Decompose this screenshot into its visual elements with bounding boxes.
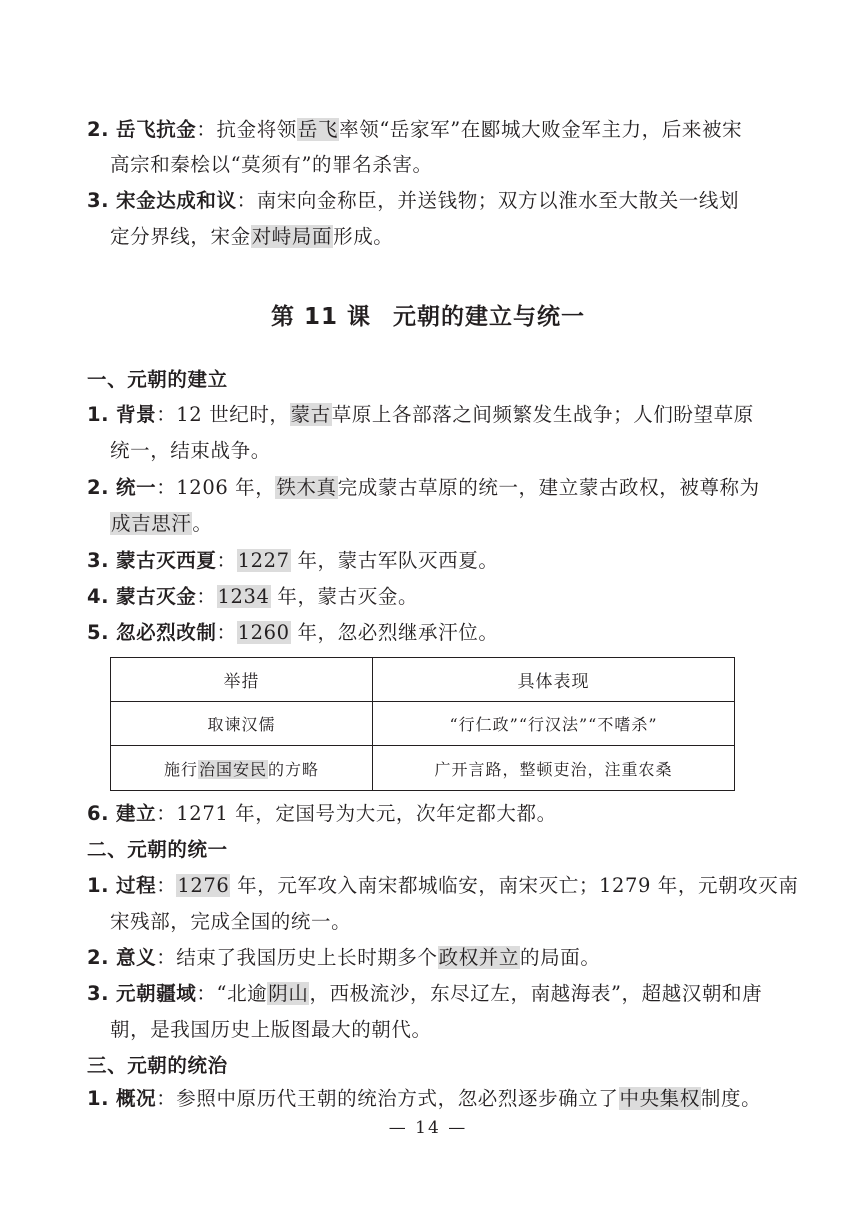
s1-item-6: 6. 建立：1271 年，定国号为大元，次年定都大都。: [87, 802, 557, 825]
table-cell: 施行治国安民的方略: [111, 746, 373, 791]
s1-item-3: 3. 蒙古灭西夏：1227 年，蒙古军队灭西夏。: [87, 549, 499, 572]
s3-item-1: 1. 概况：参照中原历代王朝的统治方式，忽必烈逐步确立了中央集权制度。: [87, 1087, 762, 1110]
item-key: 意义: [116, 946, 157, 969]
item-key: 概况: [116, 1087, 157, 1110]
highlight: 治国安民: [198, 759, 267, 779]
item-key: 蒙古灭西夏: [116, 549, 217, 572]
section-heading-3: 三、元朝的统治: [87, 1054, 228, 1077]
highlight: 1234: [217, 585, 270, 608]
lesson-name: 元朝的建立与统一: [393, 304, 586, 330]
table-row: [111, 746, 735, 791]
item-key: 宋金达成和议: [116, 189, 237, 212]
item-key: 建立: [116, 802, 157, 825]
highlight: 阴山: [268, 982, 309, 1005]
s1-item-1-cont: 统一，结束战争。: [110, 439, 271, 462]
highlight: 成吉思汗: [111, 512, 192, 535]
s1-item-5: 5. 忽必烈改制：1260 年，忽必烈继承汗位。: [87, 621, 499, 644]
highlight: 1276: [177, 874, 230, 897]
lesson-title: [0, 298, 856, 331]
s1-item-2-cont: 成吉思汗。: [111, 512, 213, 535]
table-cell: “行仁政”“行汉法”“不嗜杀”: [373, 702, 735, 746]
s2-item-3: 3. 元朝疆域：“北逾阴山，西极流沙，东尽辽左，南越海表”，超越汉朝和唐: [87, 982, 763, 1005]
item-key: 蒙古灭金: [116, 585, 197, 608]
table-row: [111, 702, 735, 746]
s1-item-4: 4. 蒙古灭金：1234 年，蒙古灭金。: [87, 585, 419, 608]
prev-item-3: 3. 宋金达成和议：南宋向金称臣，并送钱物；双方以淮水至大散关一线划: [87, 189, 740, 212]
reform-table: [110, 657, 735, 791]
s2-item-3-cont: 朝，是我国历史上版图最大的朝代。: [110, 1018, 432, 1041]
item-key: 元朝疆域: [116, 982, 197, 1005]
item-key: 背景: [116, 403, 157, 426]
item-key: 统一: [116, 476, 157, 499]
lesson-label: 第 11 课: [270, 304, 372, 330]
item-key: 岳飞抗金: [116, 118, 197, 141]
s2-item-1: 1. 过程：1276 年，元军攻入南宋都城临安，南宋灭亡；1279 年，元朝攻灭南: [87, 874, 799, 897]
highlight: 政权并立: [438, 946, 520, 969]
prev-item-2-cont: 高宗和秦桧以“莫须有”的罪名杀害。: [110, 153, 433, 176]
highlight: 中央集权: [619, 1087, 700, 1110]
page-number: — 14 —: [388, 1118, 468, 1138]
highlight: 1227: [237, 549, 290, 572]
highlight: 铁木真: [276, 476, 337, 499]
item-key: 忽必烈改制: [116, 621, 217, 644]
section-heading-1: 一、元朝的建立: [87, 368, 228, 391]
table-header-cell: 具体表现: [373, 658, 735, 702]
s2-item-1-cont: 宋残部，完成全国的统一。: [110, 910, 352, 933]
prev-item-2: 2. 岳飞抗金：抗金将领岳飞率领“岳家军”在郾城大败金军主力，后来被宋: [87, 118, 743, 141]
table-cell: 取谏汉儒: [111, 702, 373, 746]
s2-item-2: 2. 意义：结束了我国历史上长时期多个政权并立的局面。: [87, 946, 601, 969]
table-header-row: [111, 658, 735, 702]
table-cell: 广开言路，整顿吏治，注重农桑: [373, 746, 735, 791]
prev-item-3-cont: 定分界线，宋金对峙局面形成。: [110, 225, 394, 248]
table-header-cell: 举措: [111, 658, 373, 702]
item-key: 过程: [116, 874, 157, 897]
s1-item-1: 1. 背景：12 世纪时，蒙古草原上各部落之间频繁发生战争；人们盼望草原: [87, 403, 754, 426]
highlight: 蒙古: [290, 403, 331, 426]
section-heading-2: 二、元朝的统一: [87, 838, 228, 861]
highlight: 1260: [237, 621, 290, 644]
s1-item-2: 2. 统一：1206 年，铁木真完成蒙古草原的统一，建立蒙古政权，被尊称为: [87, 476, 760, 499]
highlight: 对峙局面: [251, 225, 333, 248]
highlight: 岳飞: [297, 118, 339, 141]
